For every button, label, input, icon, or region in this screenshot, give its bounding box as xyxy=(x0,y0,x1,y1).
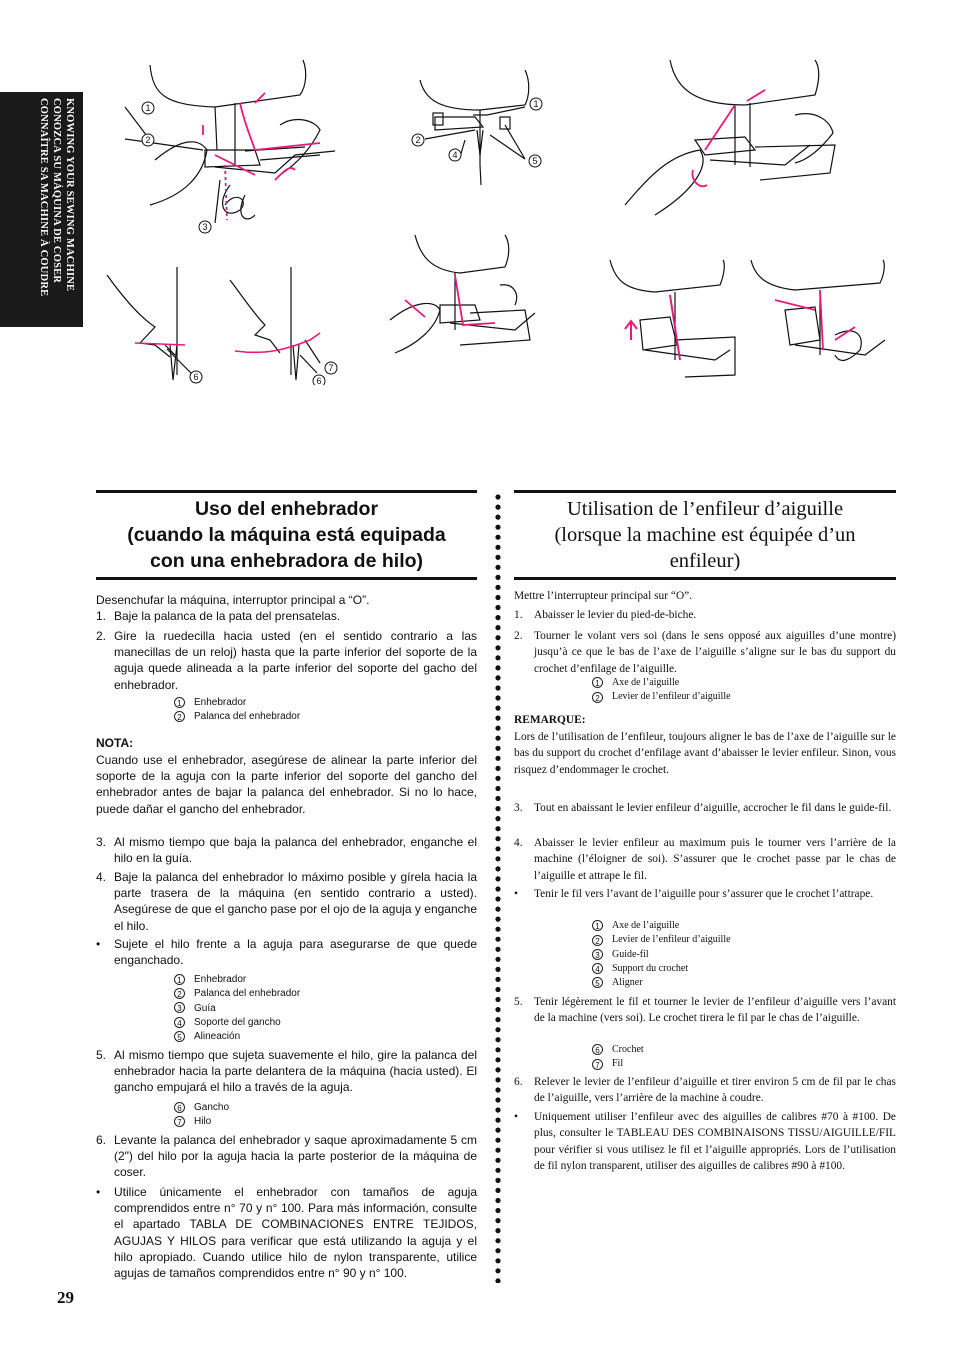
divider-dot xyxy=(495,937,500,942)
divider-dot xyxy=(495,1248,500,1253)
divider-dot xyxy=(495,1128,500,1133)
divider-dot xyxy=(495,565,500,570)
divider-dot xyxy=(495,605,500,610)
divider-dot xyxy=(495,1178,500,1183)
figure-raise-lever xyxy=(610,260,735,377)
spanish-title-line-2: (cuando la máquina está equipada xyxy=(127,524,446,546)
divider-dot xyxy=(495,535,500,540)
divider-dot xyxy=(495,1208,500,1213)
divider-dot xyxy=(495,1218,500,1223)
side-tab xyxy=(0,92,83,327)
divider-dot xyxy=(495,726,500,731)
callout-2: 2 xyxy=(145,135,151,145)
divider-dot xyxy=(495,826,500,831)
french-remarque-text: Lors de l’utilisation de l’enfileur, toujours aligner le bas de l’axe de l’aiguille sur le bas du support du crochet d’enfilage avant d’abaisser le levier enfileur. Sinon, vous risquez d’endommager le crochet. xyxy=(514,731,896,776)
column-divider-dots xyxy=(494,493,502,1283)
divider-dot xyxy=(495,1077,500,1082)
french-title-line-2: (lorsque la machine est équipée d’un xyxy=(554,524,856,546)
divider-dot xyxy=(495,505,500,510)
callout-2b: 2 xyxy=(415,135,421,145)
divider-dot xyxy=(495,766,500,771)
spanish-intro: Desenchufar la máquina, interruptor principal a “O”. xyxy=(96,593,370,607)
divider-dot xyxy=(495,1118,500,1123)
divider-dot xyxy=(495,846,500,851)
divider-dot xyxy=(495,545,500,550)
side-tab-line-fr: CONNAÎTRE SA MACHINE À COUDRE xyxy=(38,98,49,297)
legend-num: 2 xyxy=(174,711,185,722)
divider-dot xyxy=(495,1278,500,1283)
divider-dot xyxy=(495,856,500,861)
figure-hook-catch-1 xyxy=(107,267,191,380)
divider-dot xyxy=(495,525,500,530)
divider-dot xyxy=(495,655,500,660)
divider-dot xyxy=(495,585,500,590)
divider-dot xyxy=(495,756,500,761)
spanish-legend-1: 1 Enhebrador 2 Palanca del enhebrador xyxy=(174,696,300,725)
legend-num: 1 xyxy=(174,697,185,708)
spanish-column: Desenchufar la máquina, interruptor principal a “O”. 1. Baje la palanca de la pata del prensatelas. 2. Gire la ruedecilla hacia usted (en el sentido contrario a las manecillas de un reloj) hasta que la parte inferior del soporte de la aguja quede alineada a la parte inferior del soporte del gacho del enhebrador. 1 Enhebrador 2 Palanca del enhebrador NOTA: Cuando use el enhebrador, asegúrese de alinear la parte inferior del soporte de la aguja con la parte inferior del soporte del gancho del enhebrador antes de bajar la palanca del enhebrador. Si no lo hace, puede dañar el gancho del enhebrador. 3. Al mismo tiempo que baja la palanca del enhebrador, enganche el hilo en la guía. 4. Baje la palanca del enhebrador lo máximo posible y gírela hacia la parte trasera de la máquina (en sentido contrario a usted). Asegúrese de que el gancho pase por el ojo de la aguja y enganche el hilo. • Sujete el hilo frente a la aguja para asegurarse de que quede enganchado. 1 Enhebrador 2 Palanca del enhebrador 3 Guía 4 Soporte del gancho 5 Alineación 5. Al mismo tiempo que sujeta suavemente el hilo, gire la palanca del enhebrador hacia la parte delantera de la máquina (hacia usted). El gancho empujará el hilo a través de la aguja. 6 Gancho 7 Hilo 6. Levante la palanca del enhebrador y saque aproximadamente 5 cm (2") del hilo por la aguja hacia la parte posterior de la máquina de coser. • Utilice únicamente el enhebrador con tamaños de aguja comprendidos entre n° 70 y n° 100. Para más información, consulte el apartado TABLA DE COMBINACIONES ENTRE TEJIDOS, AGUJAS Y HILOS para verificar que está utilizando la aguja y el hilo apropiado. Cuando utilice hilo de nylon transparente, utilice agujas de tamaños comprendidos entre n° 90 y n° 100. xyxy=(96,593,477,1281)
figure-pull-thread-back xyxy=(751,260,885,360)
divider-dot xyxy=(495,515,500,520)
callout-4: 4 xyxy=(452,150,458,160)
divider-dot xyxy=(495,736,500,741)
spanish-title-line-1: Uso del enhebrador xyxy=(194,498,379,520)
french-legend-3: 6 Crochet 7 Fil xyxy=(592,1043,644,1072)
divider-dot xyxy=(495,645,500,650)
divider-dot xyxy=(495,746,500,751)
side-tab-line-es: CONOZCA SU MÁQUINA DE COSER xyxy=(51,98,62,284)
figure-hook-catch-2 xyxy=(230,267,320,380)
divider-dot xyxy=(495,615,500,620)
french-title-line-3: enfileur) xyxy=(669,550,741,572)
divider-dot xyxy=(495,796,500,801)
figure-hook-alignment xyxy=(420,70,529,185)
divider-dot xyxy=(495,997,500,1002)
divider-dot xyxy=(495,776,500,781)
divider-dot xyxy=(495,896,500,901)
callout-6b: 6 xyxy=(316,376,322,385)
divider-dot xyxy=(495,1107,500,1112)
divider-dot xyxy=(495,595,500,600)
divider-dot xyxy=(495,716,500,721)
spanish-legend-2: 1 Enhebrador 2 Palanca del enhebrador 3 Guía 4 Soporte del gancho 5 Alineación xyxy=(174,973,300,1044)
spanish-section-title xyxy=(96,490,477,580)
divider-dot xyxy=(495,1017,500,1022)
callout-3: 3 xyxy=(202,222,208,232)
side-tab-line-en: KNOWING YOUR SEWING MACHINE xyxy=(64,98,75,292)
threading-illustrations xyxy=(95,55,895,385)
divider-dot xyxy=(495,947,500,952)
spanish-nota-label: NOTA: xyxy=(96,736,134,750)
divider-dot xyxy=(495,635,500,640)
spanish-title-line-3: con una enhebradora de hilo) xyxy=(149,550,424,572)
figure-hook-turned xyxy=(625,60,835,215)
callout-1b: 1 xyxy=(533,99,539,109)
divider-dot xyxy=(495,816,500,821)
divider-dot xyxy=(495,1198,500,1203)
french-intro: Mettre l’interrupteur principal sur “O”. xyxy=(514,590,693,602)
divider-dot xyxy=(495,1087,500,1092)
callout-5: 5 xyxy=(532,156,538,166)
divider-dot xyxy=(495,1067,500,1072)
callout-6: 6 xyxy=(193,372,199,382)
divider-dot xyxy=(495,706,500,711)
spanish-legend-3: 6 Gancho 7 Hilo xyxy=(174,1101,229,1130)
divider-dot xyxy=(495,1138,500,1143)
divider-dot xyxy=(495,836,500,841)
divider-dot xyxy=(495,1268,500,1273)
figure-threader-lowered xyxy=(125,60,335,223)
divider-dot xyxy=(495,1037,500,1042)
french-column: Mettre l’interrupteur principal sur “O”. 1. Abaisser le levier du pied-de-biche. 2. Tourner le volant vers soi (dans le sens opposé aux aiguilles d’une montre) jusqu’à ce que le bas de l’axe de l’aiguille s’aligne sur le bas du support du crochet d’enfilage de l’aiguille. 1 Axe de l’aiguille 2 Levier de l’enfileur d’aiguille REMARQUE: Lors de l’utilisation de l’enfileur, toujours aligner le bas de l’axe de l’aiguille sur le bas du support du crochet d’enfilage avant d’abaisser le levier enfileur. Sinon, vous risquez d’endommager le crochet. 3. Tout en abaissant le levier enfileur d’aiguille, accrocher le fil dans le guide-fil. 4. Abaisser le levier enfileur au maximum puis le tourner vers l’arrière de la machine (l’éloigner de soi). S’assurer que le crochet passe par le chas de l’aiguille et attrape le fil. • Tenir le fil vers l’avant de l’aiguille pour s’assurer que le crochet l’attrape. 1 Axe de l’aiguille 2 Levier de l’enfileur d’aiguille 3 Guide-fil 4 Support du crochet 5 Aligner 5. Tenir légèrement le fil et tourner le levier de l’enfileur d’aiguille vers l’avant de la machine (vers soi). Le crochet tirera le fil par le chas de l’aiguille. 6 Crochet 7 Fil 6. Relever le levier de l’enfileur d’aiguille et tirer environ 5 cm de fil par le chas de l’aiguille, vers l’arrière de la machine à coudre. • Uniquement utiliser l’enfileur avec des aiguilles de calibres #70 à #100. De plus, consulter le TABLEAU DES COMBINAISONS TISSU/AIGUILLE/FIL pour vérifier si vous utilisez le fil et l’aiguille appropriés. Lors de l’utilisation de fil nylon transparent, utiliser des aiguilles de calibres #90 à #100. xyxy=(514,590,896,1173)
divider-dot xyxy=(495,675,500,680)
figure-pull-thread xyxy=(390,235,535,353)
divider-dot xyxy=(495,625,500,630)
divider-dot xyxy=(495,1238,500,1243)
divider-dot xyxy=(495,1057,500,1062)
divider-dot xyxy=(495,886,500,891)
divider-dot xyxy=(495,1047,500,1052)
divider-dot xyxy=(495,1228,500,1233)
divider-dot xyxy=(495,927,500,932)
divider-dot xyxy=(495,866,500,871)
divider-dot xyxy=(495,555,500,560)
french-legend-2: 1 Axe de l’aiguille 2 Levier de l’enfileur d’aiguille 3 Guide-fil 4 Support du crochet 5 Aligner xyxy=(592,919,731,990)
page-number: 29 xyxy=(57,1288,74,1307)
divider-dot xyxy=(495,494,500,499)
divider-dot xyxy=(495,695,500,700)
divider-dot xyxy=(495,1168,500,1173)
divider-dot xyxy=(495,786,500,791)
divider-dot xyxy=(495,1258,500,1263)
divider-dot xyxy=(495,806,500,811)
divider-dot xyxy=(495,1007,500,1012)
divider-dot xyxy=(495,1097,500,1102)
callout-7: 7 xyxy=(328,363,334,373)
divider-dot xyxy=(495,917,500,922)
french-legend-1: 1 Axe de l’aiguille 2 Levier de l’enfileur d’aiguille xyxy=(592,676,731,705)
divider-dot xyxy=(495,1027,500,1032)
divider-dot xyxy=(495,1148,500,1153)
divider-dot xyxy=(495,575,500,580)
divider-dot xyxy=(495,665,500,670)
spanish-nota-text: Cuando use el enhebrador, asegúrese de alinear la parte inferior del soporte de la aguja con la parte inferior del soporte del gancho del enhebrador antes de bajar la palanca del enhebrador. Si no lo hace, puede dañar el gancho del enhebrador. xyxy=(96,753,477,816)
french-title-line-1: Utilisation de l’enfileur d’aiguille xyxy=(566,498,844,520)
divider-dot xyxy=(495,907,500,912)
divider-dot xyxy=(495,876,500,881)
divider-dot xyxy=(495,685,500,690)
french-remarque-label: REMARQUE: xyxy=(514,714,586,726)
divider-dot xyxy=(495,1188,500,1193)
french-section-title xyxy=(514,490,896,580)
divider-dot xyxy=(495,1158,500,1163)
callout-1: 1 xyxy=(145,103,151,113)
divider-dot xyxy=(495,977,500,982)
divider-dot xyxy=(495,987,500,992)
divider-dot xyxy=(495,967,500,972)
divider-dot xyxy=(495,957,500,962)
